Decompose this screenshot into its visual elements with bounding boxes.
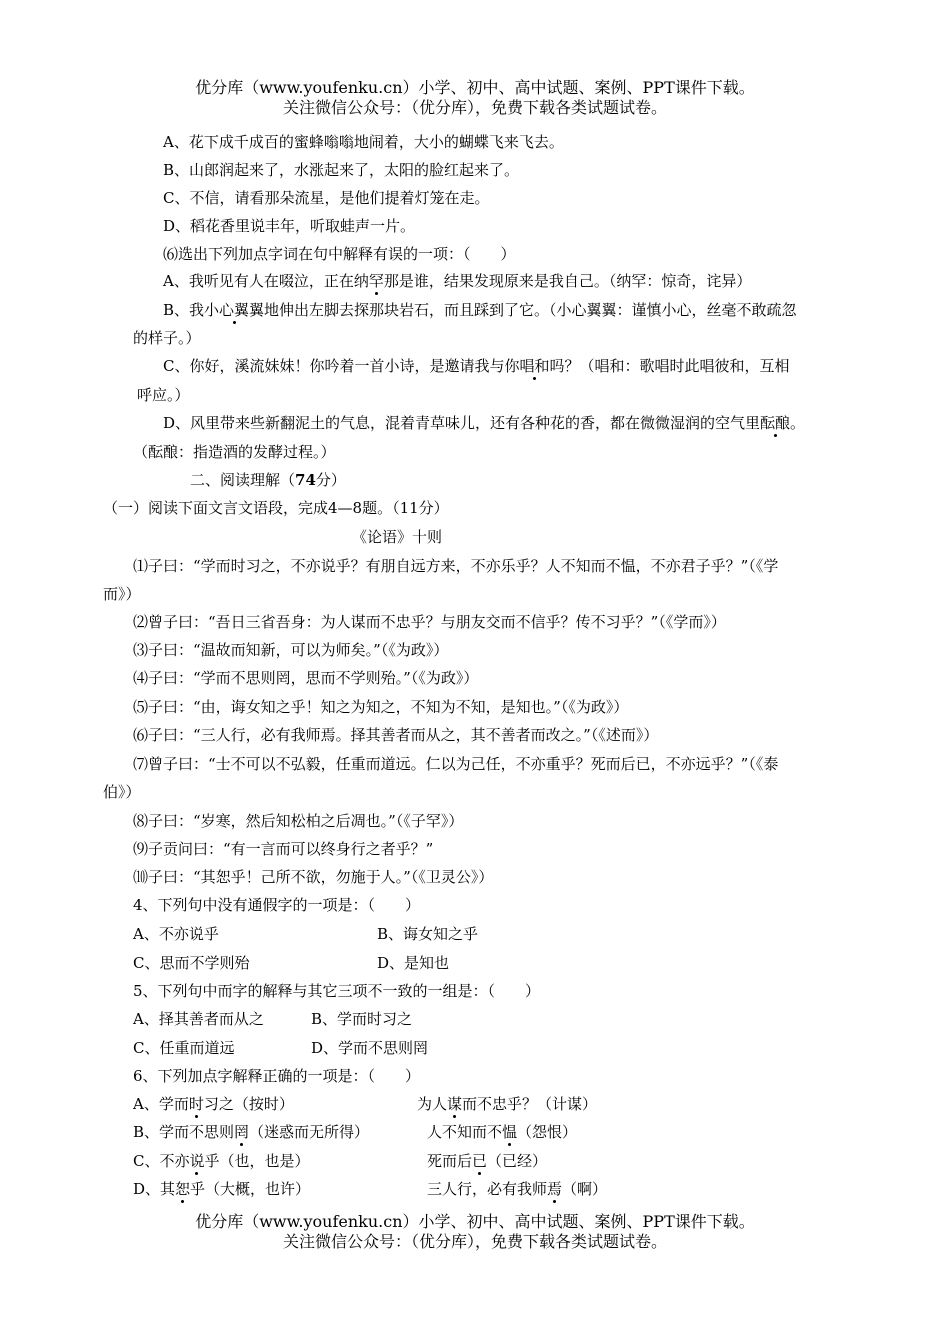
- text: 吗？（唱和：歌唱时此唱彼和，互相: [549, 357, 790, 375]
- passage-line: ⑽子曰：“其恕乎！己所不欲，勿施于人。”（《卫灵公》）: [133, 868, 494, 886]
- option-d: D、是知也: [377, 954, 450, 972]
- dotted-word: 小心翼翼: [204, 301, 265, 319]
- q6-option-d-cont: （酝酿：指造酒的发酵过程。）: [133, 443, 336, 461]
- text: 。: [790, 414, 806, 432]
- q6-option-b: [163, 300, 797, 320]
- dotted-word: 罔: [234, 1123, 250, 1141]
- option-b-pair: [427, 1122, 577, 1142]
- dotted-word: 酝酿: [760, 414, 791, 432]
- option-b: B、学而时习之: [311, 1010, 413, 1028]
- text: 为人: [417, 1095, 448, 1113]
- text: 三人行，必有我师: [427, 1180, 548, 1198]
- dotted-word: 焉: [547, 1180, 563, 1198]
- text: 那是谁，结果发现原来是我自己。（纳罕：惊奇，诧异）: [383, 272, 752, 290]
- text: 地伸出左脚去探那块岩石，而且踩到了它。（小心翼翼：谨慎小心，丝毫不敢疏忽: [264, 301, 797, 319]
- dotted-word: 说: [189, 1152, 205, 1170]
- section-title: [190, 470, 346, 490]
- option-a: A、不亦说乎: [133, 925, 219, 943]
- passage-line: ⑵曾子曰：“吾日三省吾身：为人谋而不忠乎？与朋友交而不信乎？传不习乎？”（《学而》）: [133, 613, 726, 631]
- text: C、你好，溪流妹妹！你吟着一首小诗，是邀请我与你: [163, 357, 520, 375]
- text: B、学而不思则: [133, 1123, 235, 1141]
- text: 习之（按时）: [203, 1095, 294, 1113]
- text: B、我: [163, 301, 205, 319]
- passage-line: 而》）: [103, 585, 141, 603]
- text: （已经）: [487, 1152, 548, 1170]
- text: D、其: [133, 1180, 176, 1198]
- passage-line: ⑼子贡问曰：“有一言而可以终身行之者乎？”: [133, 840, 434, 858]
- q6-option-d: [163, 413, 805, 433]
- text: D、风里带来些新翻泥土的气息，混着青草味儿，还有各种花的香，都在微微湿润的空气里: [163, 414, 761, 432]
- q6-option-c-cont: 呼应。）: [137, 386, 190, 404]
- passage-line: ⑷子曰：“学而不思则罔，思而不学则殆。”（《为政》）: [133, 669, 479, 687]
- option-a: [133, 1094, 294, 1114]
- passage-line: 伯》）: [103, 783, 141, 801]
- passage-line: ⑴子曰：“学而时习之，不亦说乎？有朋自远方来，不亦乐乎？人不知而不愠，不亦君子乎？”（《学: [133, 557, 779, 575]
- option-a-pair: [417, 1094, 597, 1114]
- question-stem: 5、下列句中而字的解释与其它三项不一致的一组是：（ ）: [133, 982, 541, 1000]
- text: 而不忠乎？（计谋）: [462, 1095, 598, 1113]
- option-d-pair: [427, 1179, 607, 1199]
- site-header-line2: 关注微信公众号：（优分库），免费下载各类试题试卷。: [282, 98, 667, 117]
- option-a: A、花下成千成百的蜜蜂嗡嗡地闹着，大小的蝴蝶飞来飞去。: [163, 133, 564, 151]
- option-d: D、稻花香里说丰年，听取蛙声一片。: [163, 217, 416, 235]
- q6-option-a: [163, 271, 751, 291]
- question-stem: ⑹选出下列加点字词在句中解释有误的一项：（ ）: [163, 245, 516, 263]
- text: 分）: [315, 471, 346, 489]
- text: A、我听见有人在啜泣，正在纳: [163, 272, 369, 290]
- site-footer-line1: 优分库（www.youfenku.cn）小学、初中、高中试题、案例、PPT课件下载。: [195, 1212, 755, 1231]
- passage-line: ⑻子曰：“岁寒，然后知松柏之后凋也。”（《子罕》）: [133, 812, 464, 830]
- text: C、不亦: [133, 1152, 190, 1170]
- passage-line: ⑺曾子曰：“士不可以不弘毅，任重而道远。仁以为己任，不亦重乎？死而后已，不亦远乎？”（《泰: [133, 755, 779, 773]
- dotted-word: 已: [472, 1152, 488, 1170]
- dotted-word: 愠: [502, 1123, 518, 1141]
- text: （啊）: [562, 1180, 608, 1198]
- passage-line: ⑹子曰：“三人行，必有我师焉。择其善者而从之，其不善者而改之。”（《述而》）: [133, 726, 659, 744]
- option-d: D、学而不思则罔: [311, 1039, 429, 1057]
- text: 乎（大概，也许）: [190, 1180, 311, 1198]
- option-b: [133, 1122, 369, 1142]
- text: A、学而: [133, 1095, 189, 1113]
- dotted-word: 谋: [447, 1095, 463, 1113]
- option-c: [133, 1151, 310, 1171]
- text: 乎（也，也是）: [204, 1152, 310, 1170]
- dotted-word: 恕: [175, 1180, 191, 1198]
- option-c-pair: [427, 1151, 547, 1171]
- text: 人不知而不: [427, 1123, 503, 1141]
- site-footer-line2: 关注微信公众号：（优分库），免费下载各类试题试卷。: [282, 1232, 667, 1251]
- option-b: B、诲女知之乎: [377, 925, 479, 943]
- option-c: C、任重而道远: [133, 1039, 235, 1057]
- question-stem: 6、下列加点字解释正确的一项是：（ ）: [133, 1067, 421, 1085]
- q6-option-b-cont: 的样子。）: [133, 329, 201, 347]
- dotted-word: 唱和: [519, 357, 550, 375]
- option-a: A、择其善者而从之: [133, 1010, 264, 1028]
- q6-option-c: [163, 356, 790, 376]
- option-d: [133, 1179, 310, 1199]
- text: （怨恨）: [517, 1123, 578, 1141]
- score: 74: [295, 471, 316, 489]
- passage-line: ⑸子曰：“由，诲女知之乎！知之为知之，不知为不知，是知也。”（《为政》）: [133, 698, 629, 716]
- option-c: C、不信，请看那朵流星，是他们提着灯笼在走。: [163, 189, 490, 207]
- dotted-word: 时: [188, 1095, 204, 1113]
- part-intro: （一）阅读下面文言文语段，完成4—8题。（11分）: [103, 499, 449, 517]
- passage-title: 《论语》十则: [352, 528, 443, 546]
- option-c: C、思而不学则殆: [133, 954, 250, 972]
- site-header-line1: 优分库（www.youfenku.cn）小学、初中、高中试题、案例、PPT课件下载。: [195, 78, 755, 97]
- question-stem: 4、下列句中没有通假字的一项是：（ ）: [133, 896, 421, 914]
- passage-line: ⑶子曰：“温故而知新，可以为师矣。”（《为政》）: [133, 641, 449, 659]
- text: （迷惑而无所得）: [249, 1123, 370, 1141]
- option-b: B、山郎润起来了，水涨起来了，太阳的脸红起来了。: [163, 161, 520, 179]
- text: 二、阅读理解（: [190, 471, 296, 489]
- text: 死而后: [427, 1152, 473, 1170]
- dotted-word: 罕: [368, 272, 384, 290]
